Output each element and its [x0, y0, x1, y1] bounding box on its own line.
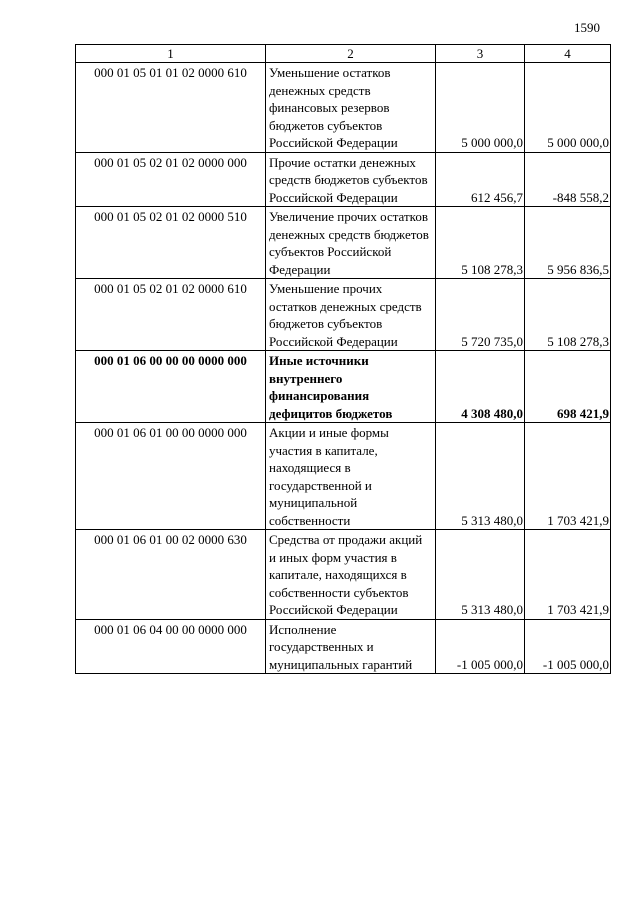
name-cell: Увеличение прочих остатков денежных средств бюджетов субъектов Российской Федерации — [266, 207, 436, 279]
amount-cell-2: 1 703 421,9 — [525, 423, 611, 530]
code-cell: 000 01 05 01 01 02 0000 610 — [76, 63, 266, 153]
name-cell: Уменьшение остатков денежных средств финансовых резервов бюджетов субъектов Российской Федерации — [266, 63, 436, 153]
code-cell: 000 01 06 01 00 02 0000 630 — [76, 530, 266, 620]
amount-cell-2: 1 703 421,9 — [525, 530, 611, 620]
amount-cell-2: 698 421,9 — [525, 351, 611, 423]
column-header-amount-1: 3 — [436, 45, 525, 63]
table-row — [76, 152, 611, 207]
amount-cell-1: 5 720 735,0 — [436, 279, 525, 351]
amount-cell-1: 612 456,7 — [436, 152, 525, 207]
column-header-amount-2: 4 — [525, 45, 611, 63]
table-row — [76, 423, 611, 530]
table-row — [76, 279, 611, 351]
amount-cell-1: -1 005 000,0 — [436, 619, 525, 674]
budget-sources-table — [75, 44, 611, 674]
table-row — [76, 207, 611, 279]
amount-cell-2: -848 558,2 — [525, 152, 611, 207]
name-cell: Уменьшение прочих остатков денежных средств бюджетов субъектов Российской Федерации — [266, 279, 436, 351]
amount-cell-1: 4 308 480,0 — [436, 351, 525, 423]
code-cell: 000 01 06 04 00 00 0000 000 — [76, 619, 266, 674]
name-cell: Исполнение государственных и муниципальных гарантий — [266, 619, 436, 674]
code-cell: 000 01 06 00 00 00 0000 000 — [76, 351, 266, 423]
code-cell: 000 01 06 01 00 00 0000 000 — [76, 423, 266, 530]
name-cell: Акции и иные формы участия в капитале, находящиеся в государственной и муниципальной собственности — [266, 423, 436, 530]
amount-cell-1: 5 313 480,0 — [436, 530, 525, 620]
column-header-name: 2 — [266, 45, 436, 63]
amount-cell-2: 5 108 278,3 — [525, 279, 611, 351]
amount-cell-2: 5 956 836,5 — [525, 207, 611, 279]
page-number: 1590 — [574, 20, 600, 35]
amount-cell-2: 5 000 000,0 — [525, 63, 611, 153]
table-body — [76, 63, 611, 674]
code-cell: 000 01 05 02 01 02 0000 000 — [76, 152, 266, 207]
code-cell: 000 01 05 02 01 02 0000 610 — [76, 279, 266, 351]
table-row — [76, 619, 611, 674]
table-header-row — [76, 45, 611, 63]
table-row — [76, 63, 611, 153]
column-header-code: 1 — [76, 45, 266, 63]
amount-cell-1: 5 108 278,3 — [436, 207, 525, 279]
table-row — [76, 351, 611, 423]
name-cell: Прочие остатки денежных средств бюджетов субъектов Российской Федерации — [266, 152, 436, 207]
amount-cell-1: 5 313 480,0 — [436, 423, 525, 530]
name-cell: Средства от продажи акций и иных форм участия в капитале, находящихся в собственности субъектов Российской Федерации — [266, 530, 436, 620]
name-cell: Иные источники внутреннего финансирования дефицитов бюджетов — [266, 351, 436, 423]
amount-cell-2: -1 005 000,0 — [525, 619, 611, 674]
table-row — [76, 530, 611, 620]
code-cell: 000 01 05 02 01 02 0000 510 — [76, 207, 266, 279]
amount-cell-1: 5 000 000,0 — [436, 63, 525, 153]
